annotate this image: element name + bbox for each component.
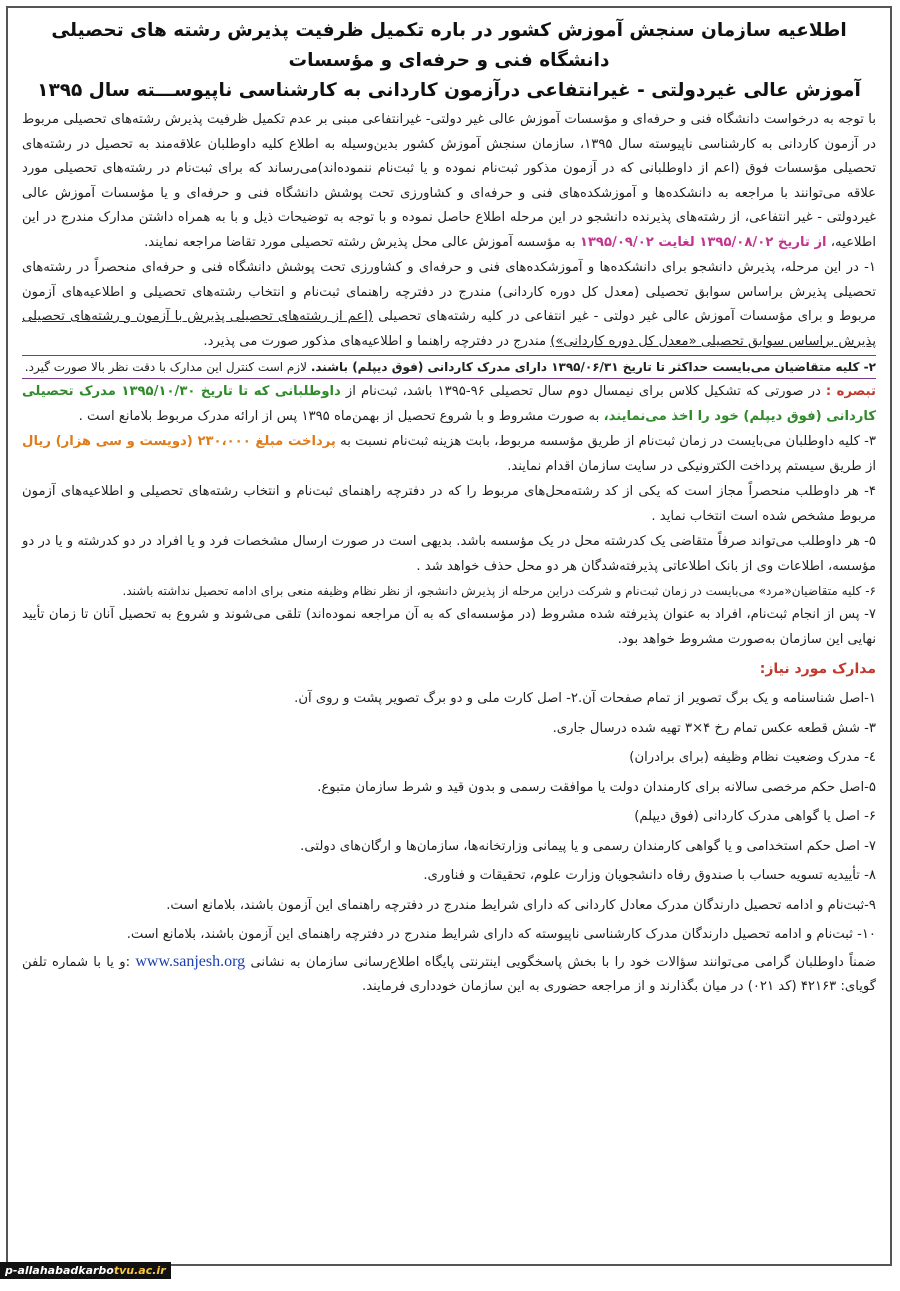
item-6: ۶- کلیه متقاضیان«مرد» می‌بایست در زمان ثبت‌نام و شرکت دراین مرحله از پذیرش دانشجو، از نظر نظام وظیفه منعی برای ادامه تحصیل نداشته باشند. — [122, 584, 876, 598]
footer-paragraph — [22, 950, 876, 1000]
note-text-b: به صورت مشروط و با شروع تحصیل از بهمن‌ماه ۱۳۹۵ پس از ارائه مدرک مربوط بلامانع است . — [78, 408, 600, 424]
required-docs-list — [22, 684, 876, 950]
doc-item: ۳- شش قطعه عکس تمام رخ ۴×۳ تهیه شده درسال جاری. — [552, 720, 876, 736]
doc-item: ۱۰- ثبت‌نام و ادامه تحصیل دارندگان مدرک کارشناسی ناپیوسته که دارای شرایط مندرج در دفترچه راهنمای این آزمون باشند، بلامانع است. — [126, 927, 876, 942]
doc-item: ۶- اصل یا گواهی مدرک کاردانی (فوق دیپلم) — [634, 809, 876, 824]
item-5: ۵- هر داوطلب می‌تواند صرفاً متقاضی یک کدرشته محل در یک مؤسسه باشد. بدیهی است در صورت ارسال مشخصات فرد و یا افراد در دو کدرشته و یا در دو مؤسسه، اطلاعات وی از بانک اطلاعاتی پذیرفته‌شدگان هر دو محل حذف خواهد شد . — [22, 534, 876, 574]
note-text-a: در صورتی که تشکیل کلاس برای نیمسال دوم سال تحصیلی ۹۶-۱۳۹۵ باشد، ثبت‌نام از — [345, 384, 821, 399]
doc-item: ٤- مدرک وضعیت نظام وظیفه (برای برادران) — [629, 750, 876, 765]
item-2-bold: ۲- کلیه متقاضیان می‌بایست حداکثر تا تاریخ ۱۳۹۵/۰۶/۳۱ دارای مدرک کاردانی (فوق دیپلم) باشند. — [310, 360, 876, 374]
watermark-prefix: p-allahabadkarbo — [5, 1264, 114, 1277]
website-link[interactable]: www.sanjesh.org — [135, 952, 246, 970]
doc-item: ۵-اصل حکم مرخصی سالانه برای کارمندان دولت یا موافقت رسمی و بدون قید و شرط سازمان متبوع. — [317, 779, 876, 795]
item-3-text-b: از طریق سیستم پرداخت الکترونیکی در سایت سازمان اقدام نمایند. — [507, 458, 876, 474]
note-label: تبصره : — [825, 384, 876, 399]
item-2 — [22, 355, 876, 379]
announcement-title — [22, 16, 876, 106]
item-2-plain: لازم است کنترل این مدارک با دقت نظر بالا صورت گیرد. — [24, 360, 307, 374]
item-3-fee: پرداخت مبلغ ۲۳۰،۰۰۰ (دویست و سی هزار) ریال — [22, 434, 336, 449]
item-1-text-a: ۱- در این مرحله، پذیرش دانشجو برای دانشکده‌ها و آموزشکده‌های فنی و حرفه‌ای و کشاورزی تحت پوشش دانشگاه فنی و حرفه‌ای منحصراً در رشته‌های تحصیلی پذیرش براساس سوابق تحصیلی (معدل کل دوره کاردانی) مندرج در دفترچه راهنمای ثبت‌نام و انتخاب رشته‌های تحصیلی و اطلاعیه‌های آزمون مربوط و برای مؤسسات آموزش عالی غیر دولتی - غیر انتفاعی در کلیه رشته‌های تحصیلی — [22, 260, 876, 324]
required-docs-heading: مدارک مورد نیاز: — [759, 661, 876, 677]
item-3 — [22, 430, 876, 479]
doc-item: ۷- اصل حکم استخدامی و یا گواهی کارمندان رسمی و یا پیمانی وزارتخانه‌ها، سازمان‌ها و ارگان‌های دولتی. — [300, 838, 876, 854]
intro-text-b: به مؤسسه آموزش عالی محل پذیرش رشته تحصیلی مورد تقاضا مراجعه نمایند. — [144, 234, 576, 250]
intro-date-range: از تاریخ ۱۳۹۵/۰۸/۰۲ لغایت ۱۳۹۵/۰۹/۰۲ — [579, 234, 827, 250]
note-text-green: داوطلبانی که تا تاریخ ۱۳۹۵/۱۰/۳۰ مدرک تحصیلی کاردانی (فوق دیپلم) خود را اخذ می‌نمایند، — [22, 384, 876, 424]
intro-paragraph — [22, 108, 876, 255]
title-line-2: آموزش عالی غیردولتی - غیرانتفاعی درآزمون کاردانی به کارشناسی ناپیوســـته سال ۱۳۹۵ — [37, 80, 861, 101]
watermark-accent: tvu.ac.ir — [113, 1264, 166, 1277]
announcement-frame — [6, 6, 892, 1266]
doc-item: ۹-ثبت‌نام و ادامه تحصیل دارندگان مدرک معادل کاردانی که دارای شرایط مندرج در دفترچه راهنمای این آزمون باشند، بلامانع است. — [166, 897, 876, 913]
item-1 — [22, 256, 876, 354]
intro-text-a: با توجه به درخواست دانشگاه فنی و حرفه‌ای و مؤسسات آموزش عالی غیر دولتی- غیرانتفاعی مبنی بر عدم تکمیل ظرفیت پذیرش رشته‌های تحصیلی مربوط در آزمون کاردانی به کارشناسی ناپیوسته سال ۱۳۹۵، سازمان سنجش آموزش کشور بدین‌وسیله به اطلاع کلیه داوطلبان علاقه‌مند به تحصیل در رشته‌های تحصیلی مؤسسات فوق (اعم از داوطلبانی که در آزمون مذکور ثبت‌نام نموده و یا ثبت‌نام ننموده‌اند)می‌رساند که برای ثبت‌نام در رشته‌های تحصیلی مورد علاقه می‌توانند با مراجعه به دانشکده‌ها و آموزشکده‌های فنی و حرفه‌ای و کشاورزی تحت پوشش دانشگاه فنی و حرفه‌ای و یا مؤسسات آموزش عالی غیردولتی - غیر انتفاعی، از رشته‌های پذیرنده دانشجو در این مرحله اطلاع حاصل نموده و با توجه به توضیحات ذیل و با به همراه داشتن مدارک مندرج در این اطلاعیه، — [22, 112, 877, 250]
title-line-1: اطلاعیه سازمان سنجش آموزش کشور در باره تکمیل ظرفیت پذیرش رشته های تحصیلی دانشگاه فنی و حرفه‌ای و مؤسسات — [51, 20, 847, 71]
item-1-underlined: (اعم از رشته‌های تحصیلی پذیرش با آزمون و رشته‌های تحصیلی پذیرش براساس سوابق تحصیلی «معدل کل دوره کاردانی») — [22, 309, 876, 349]
source-watermark — [0, 1262, 171, 1279]
item-1-text-b: مندرج در دفترچه راهنما و اطلاعیه‌های مذکور صورت می پذیرد. — [203, 333, 547, 349]
item-4: ۴- هر داوطلب منحصراً مجاز است که یکی از کد رشته‌محل‌های مربوط را که در دفترچه راهنمای ثبت‌نام و انتخاب رشته‌های تحصیلی و اطلاعیه‌های آزمون مربوط مشخص شده است انتخاب نماید . — [22, 484, 876, 524]
footer-text-a: ضمناً داوطلبان گرامی می‌توانند سؤالات خود را با بخش پاسخگویی اینترنتی پایگاه اطلاع‌رسانی سازمان به نشانی — [250, 954, 876, 970]
doc-item: ۸- تأییدیه تسویه حساب با صندوق رفاه دانشجویان وزارت علوم، تحقیقات و فناوری. — [423, 868, 876, 883]
note-paragraph — [22, 380, 876, 429]
item-3-text-a: ۳- کلیه داوطلبان می‌بایست در زمان ثبت‌نام از طریق مؤسسه مربوط، بابت هزینه ثبت‌نام نسبت به — [340, 434, 876, 449]
doc-item: ۱-اصل شناسنامه و یک برگ تصویر از تمام صفحات آن.۲- اصل کارت ملی و دو برگ تصویر پشت و روی آن. — [294, 691, 876, 706]
item-7: ۷- پس از انجام ثبت‌نام، افراد به عنوان پذیرفته شده مشروط (در مؤسسه‌ای که به آن مراجعه نموده‌اند) تلقی می‌شوند و شروع به تحصیل آنان تا زمان تأیید نهایی این سازمان به‌صورت مشروط خواهد بود. — [22, 607, 876, 647]
footer-text-b: :و یا با شماره تلفن گویای: ۴۲۱۶۳ (کد ۰۲۱) در میان بگذارند و از مراجعه حضوری به این سازمان خودداری فرمایند. — [22, 954, 876, 994]
